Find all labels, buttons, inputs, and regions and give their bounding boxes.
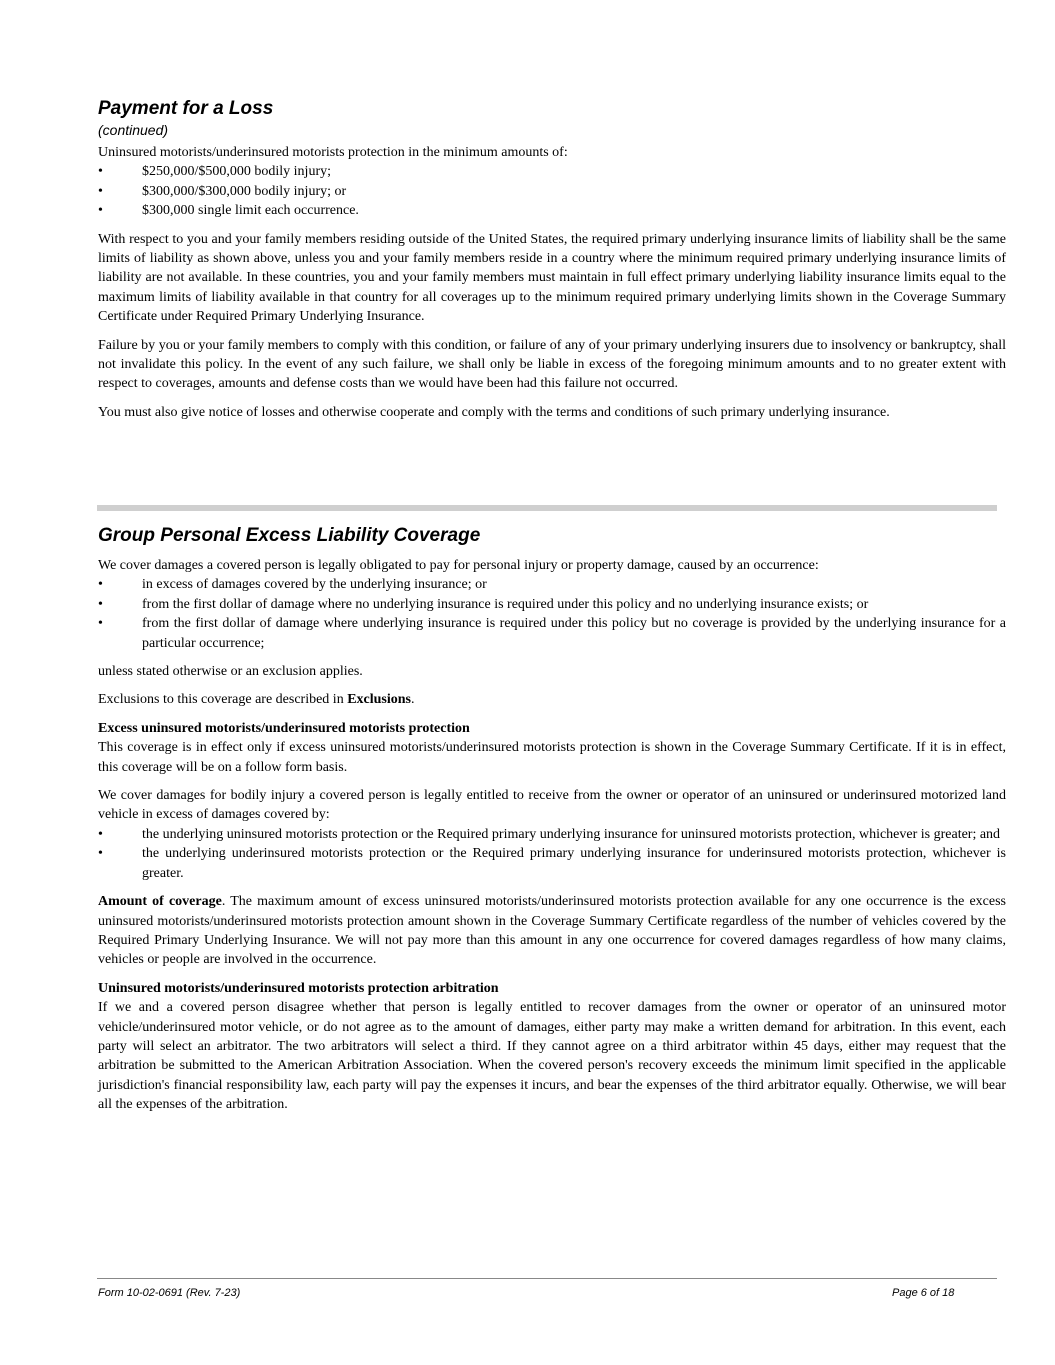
section-title: Group Personal Excess Liability Coverage: [98, 525, 481, 546]
page-number: Page 6 of 18: [892, 1287, 955, 1299]
paragraph: Failure by you or your family members to comply with this condition, or failure of any of your primary underlying insurers due to insolvency or bankruptcy, shall not invalidate this policy. In the event of any such failure, we shall only be liable in excess of the foregoing minimum amounts and to no greater extent with respect to coverages, amounts and defense costs than we would have been had this failure not occurred.: [98, 337, 1006, 392]
paragraph: Uninsured motorists/underinsured motorists protection in the minimum amounts of:: [98, 145, 568, 160]
section-group-personal-excess-liability: [98, 524, 1006, 1115]
paragraph: We cover damages for bodily injury a covered person is legally entitled to receive from the owner or operator of an uninsured or underinsured motorized land vehicle in excess of damages covered by:: [98, 788, 1006, 823]
continued-label: (continued): [98, 122, 169, 138]
paragraph: [98, 892, 1006, 970]
subsection-heading: Excess uninsured motorists/underinsured motorists protection: [98, 720, 470, 736]
paragraph: This coverage is in effect only if excess uninsured motorists/underinsured motorists protection is shown in the Coverage Summary Certificate. If it is in effect, this coverage will be on a follow form basis.: [98, 740, 1006, 775]
paragraph: We cover damages a covered person is legally obligated to pay for personal injury or property damage, caused by an occurrence:: [98, 558, 819, 573]
section-divider: [97, 505, 997, 511]
bold-term: Exclusions: [347, 692, 412, 708]
section-payment-for-a-loss: [98, 97, 1006, 422]
list-item: • $300,000 single limit each occurrence.: [98, 201, 1006, 220]
bold-term: Amount of coverage: [98, 894, 222, 910]
list-item: • $300,000/$300,000 bodily injury; or: [98, 182, 1006, 201]
paragraph: unless stated otherwise or an exclusion applies.: [98, 664, 363, 680]
paragraph: You must also give notice of losses and otherwise cooperate and comply with the terms and conditions of such primary underlying insurance.: [98, 404, 890, 420]
bullet-list: [98, 162, 1006, 220]
text: Exclusions to this coverage are described in: [98, 692, 348, 708]
section-title: Payment for a Loss: [98, 98, 274, 119]
list-item: • the underlying uninsured motorists protection or the Required primary underlying insurance for uninsured motorists protection, whichever is greater; and: [98, 825, 1006, 844]
list-item: • from the first dollar of damage where no underlying insurance is required under this policy and no underlying insurance exists; or: [98, 595, 1006, 614]
list-item: • the underlying underinsured motorists protection or the Required primary underlying insurance for underinsured motorists protection, whichever is greater.: [98, 844, 1006, 883]
paragraph: If we and a covered person disagree whether that person is legally entitled to recover damages from the owner or operator of an uninsured motor vehicle/underinsured motor vehicle, or do not agree as to the amount of damages, either party may make a written demand for arbitration. In this event, each party will select an arbitrator. The two arbitrators will select a third. If they cannot agree on a third arbitrator within 45 days, either may request that the arbitration be submitted to the American Arbitration Association. When the covered person's recovery exceeds the minimum limit specified in the applicable jurisdiction's financial responsibility law, each party will pay the expenses it incurs, and bear the expenses of the third arbitrator equally. Otherwise, we will bear all the expenses of the arbitration.: [98, 1000, 1006, 1113]
bullet-list: [98, 825, 1006, 883]
paragraph: [98, 690, 1006, 709]
text: .: [411, 692, 415, 708]
text: . The maximum amount of excess uninsured motorists/underinsured motorists protection available for any one occurrence is the excess uninsured motorists/underinsured motorists protection amount shown in the Coverage Summary Certificate regardless of the number of vehicles covered by the Required Primary Underlying Insurance. We will not pay more than this amount in any one occurrence for covered damages regardless of how many claims, vehicles or people are involved in the occurrence.: [98, 894, 1006, 968]
subsection-heading: Uninsured motorists/underinsured motorists protection arbitration: [98, 980, 499, 996]
list-item: • in excess of damages covered by the underlying insurance; or: [98, 575, 1006, 594]
footer-divider: [97, 1278, 997, 1279]
list-item: • from the first dollar of damage where underlying insurance is required under this policy but no coverage is provided by the underlying insurance for a particular occurrence;: [98, 614, 1006, 653]
paragraph: With respect to you and your family members residing outside of the United States, the required primary underlying insurance limits of liability shall be the same limits of liability as shown above, unless you and your family members reside in a country where the minimum required primary underlying insurance limits of liability are not available. In these countries, you and your family members must maintain in full effect primary underlying liability insurance limits equal to the maximum limits of liability available in that country for all coverages up to the minimum required primary underlying limits shown in the Coverage Summary Certificate under Required Primary Underlying Insurance.: [98, 231, 1006, 325]
form-number: Form 10-02-0691 (Rev. 7-23): [98, 1287, 241, 1299]
bullet-list: [98, 575, 1006, 653]
list-item: • $250,000/$500,000 bodily injury;: [98, 162, 1006, 181]
